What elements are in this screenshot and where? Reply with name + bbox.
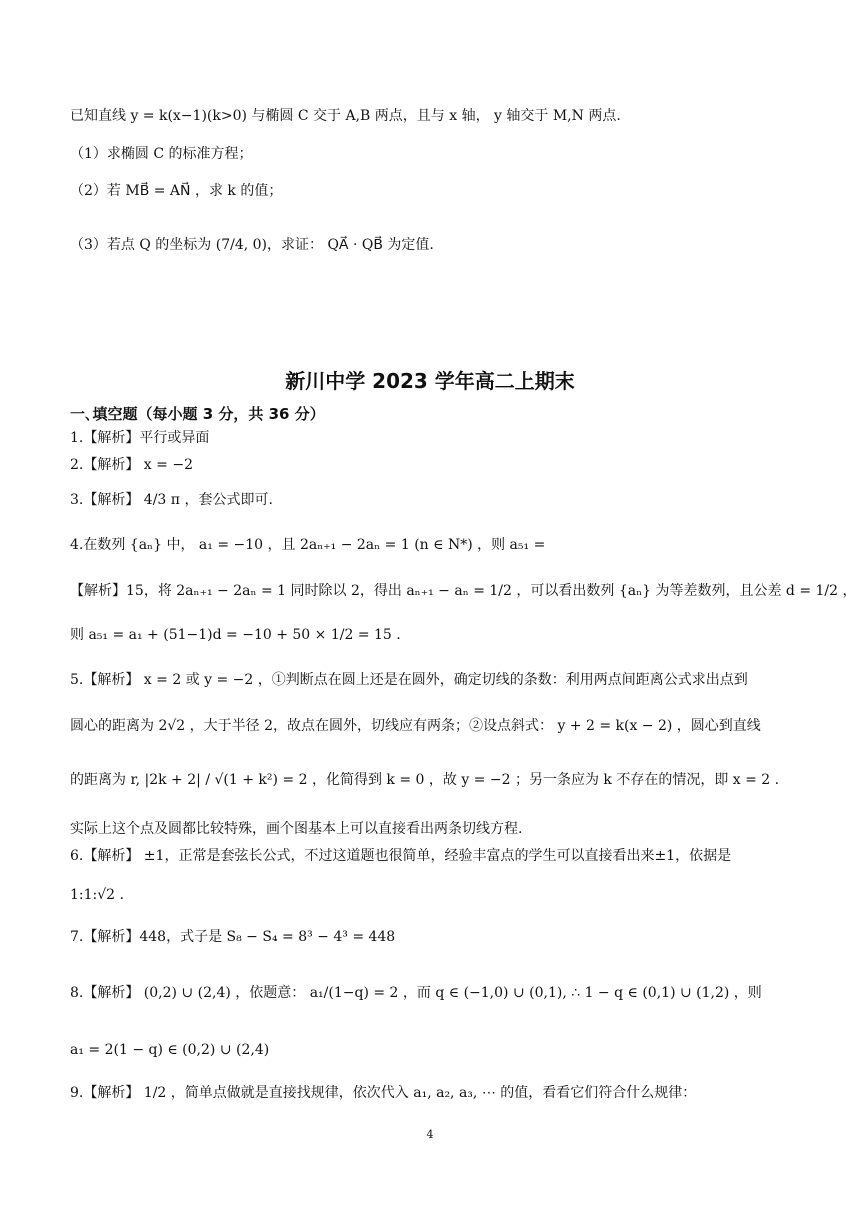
answer-2: 2.【解析】 x = −2 <box>70 457 193 473</box>
problem-intro: 已知直线 y = k(x−1)(k>0) 与椭圆 C 交于 A,B 两点，且与 x 轴， y 轴交于 M,N 两点. <box>70 108 621 124</box>
question-3: （3）若点 Q 的坐标为 (7/4, 0)，求证： QA⃗ · QB⃗ 为定值. <box>70 237 434 253</box>
answer-1: 1.【解析】平行或异面 <box>70 430 210 446</box>
section-heading: 一､填空题（每小题 3 分，共 36 分） <box>70 405 325 423</box>
answer-6-line-1: 6.【解析】 ±1，正常是套弦长公式，不过这道题也很简单，经验丰富点的学生可以直接看出来±1，依据是 <box>70 848 732 864</box>
question-2: （2）若 MB⃗ = AN⃗ ，求 k 的值； <box>70 183 283 199</box>
answer-5-line-2: 圆心的距离为 2√2 ，大于半径 2，故点在圆外，切线应有两条；②设点斜式： y + 2 = k(x − 2) ，圆心到直线 <box>70 718 761 734</box>
answer-9: 9.【解析】 1/2 ，简单点做就是直接找规律，依次代入 a₁, a₂, a₃, ⋯ 的值，看看它们符合什么规律： <box>70 1085 697 1101</box>
answer-4-line-2: 则 a₅₁ = a₁ + (51−1)d = −10 + 50 × 1/2 = 15 . <box>70 627 401 643</box>
page-title: 新川中学 2023 学年高二上期末 <box>285 369 575 393</box>
answer-3: 3.【解析】 4/3 π ，套公式即可. <box>70 492 273 508</box>
answer-7: 7.【解析】448，式子是 S₈ − S₄ = 8³ − 4³ = 448 <box>70 929 396 945</box>
answer-8-line-2: a₁ = 2(1 − q) ∈ (0,2) ∪ (2,4) <box>70 1042 270 1058</box>
answer-4-question: 4.在数列 {aₙ} 中， a₁ = −10 ，且 2aₙ₊₁ − 2aₙ = 1 (n ∈ N*) ，则 a₅₁ = <box>70 537 546 553</box>
question-1: （1）求椭圆 C 的标准方程； <box>70 146 253 162</box>
answer-5-note: 实际上这个点及圆都比较特殊，画个图基本上可以直接看出两条切线方程. <box>70 821 523 837</box>
answer-6-line-2: 1:1:√2 . <box>70 887 124 903</box>
answer-5-line-1: 5.【解析】 x = 2 或 y = −2 ，①判断点在圆上还是在圆外，确定切线的条数：利用两点间距离公式求出点到 <box>70 672 748 688</box>
page-number: 4 <box>426 1128 434 1141</box>
answer-5-line-3: 的距离为 r, |2k + 2| / √(1 + k²) = 2 ，化简得到 k = 0 ，故 y = −2 ；另一条应为 k 不存在的情况，即 x = 2 . <box>70 772 780 788</box>
answer-4-line-1: 【解析】15，将 2aₙ₊₁ − 2aₙ = 1 同时除以 2，得出 aₙ₊₁ − aₙ = 1/2 ，可以看出数列 {aₙ} 为等差数列，且公差 d = 1/2 ， <box>70 583 857 599</box>
answer-8-line-1: 8.【解析】 (0,2) ∪ (2,4) ，依题意： a₁/(1−q) = 2 ，而 q ∈ (−1,0) ∪ (0,1), ∴ 1 − q ∈ (0,1) ∪ (1,2) ，则 <box>70 985 762 1001</box>
